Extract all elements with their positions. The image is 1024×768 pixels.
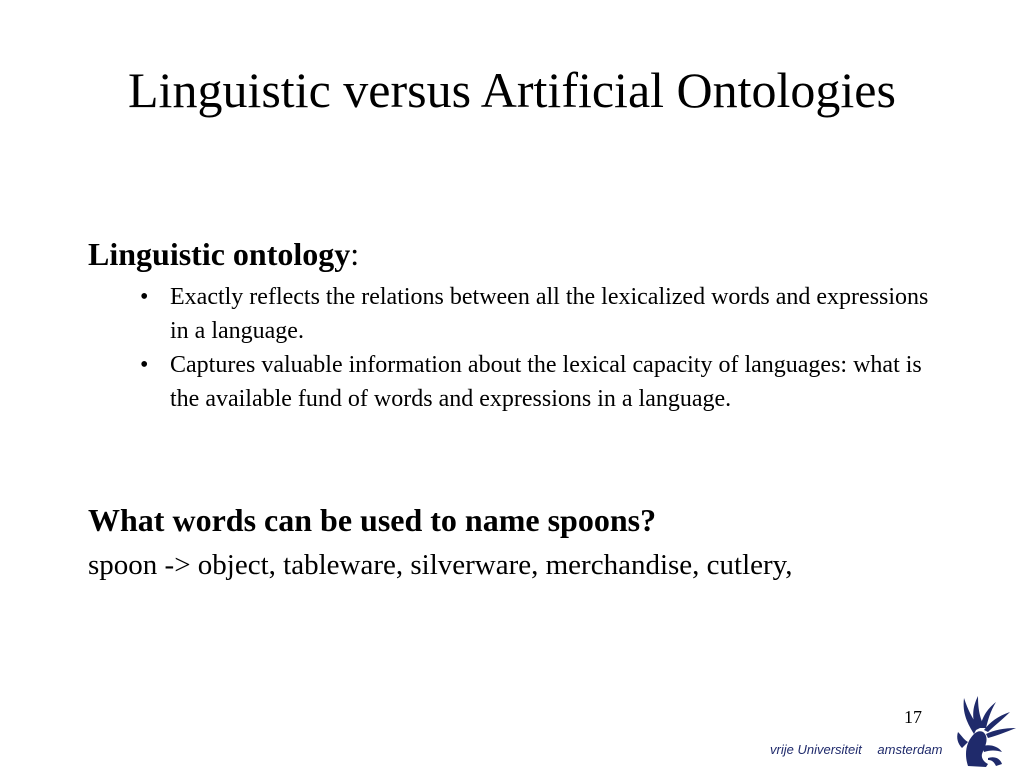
bullet-marker: • <box>140 352 149 378</box>
page-number: 17 <box>904 707 922 727</box>
logo-word-universiteit: Universiteit <box>797 742 862 757</box>
spoon-question-heading: What words can be used to name spoons? <box>88 502 657 538</box>
linguistic-ontology-heading <box>88 234 359 274</box>
heading-term: Linguistic ontology <box>88 236 351 272</box>
logo-word-vrije: vrije <box>770 742 794 757</box>
griffin-icon <box>938 688 1018 768</box>
heading-colon: : <box>350 236 360 272</box>
bullet-text: Captures valuable information about the lexical capacity of languages: what is the available fund of words and expressions in a language. <box>170 352 922 412</box>
bullet-text: Exactly reflects the relations between all the lexicalized words and expressions in a language. <box>170 284 929 344</box>
logo-word-amsterdam: amsterdam <box>877 742 943 757</box>
logo-wordmark <box>770 742 942 757</box>
bullet-item <box>140 348 940 416</box>
slide-title: Linguistic versus Artificial Ontologies <box>128 62 896 118</box>
definition-bullets <box>140 280 940 416</box>
spoon-answer-text: spoon -> object, tableware, silverware, merchandise, cutlery, <box>88 549 793 581</box>
university-logo <box>770 688 1024 768</box>
bullet-marker: • <box>140 284 149 310</box>
bullet-item <box>140 280 940 348</box>
